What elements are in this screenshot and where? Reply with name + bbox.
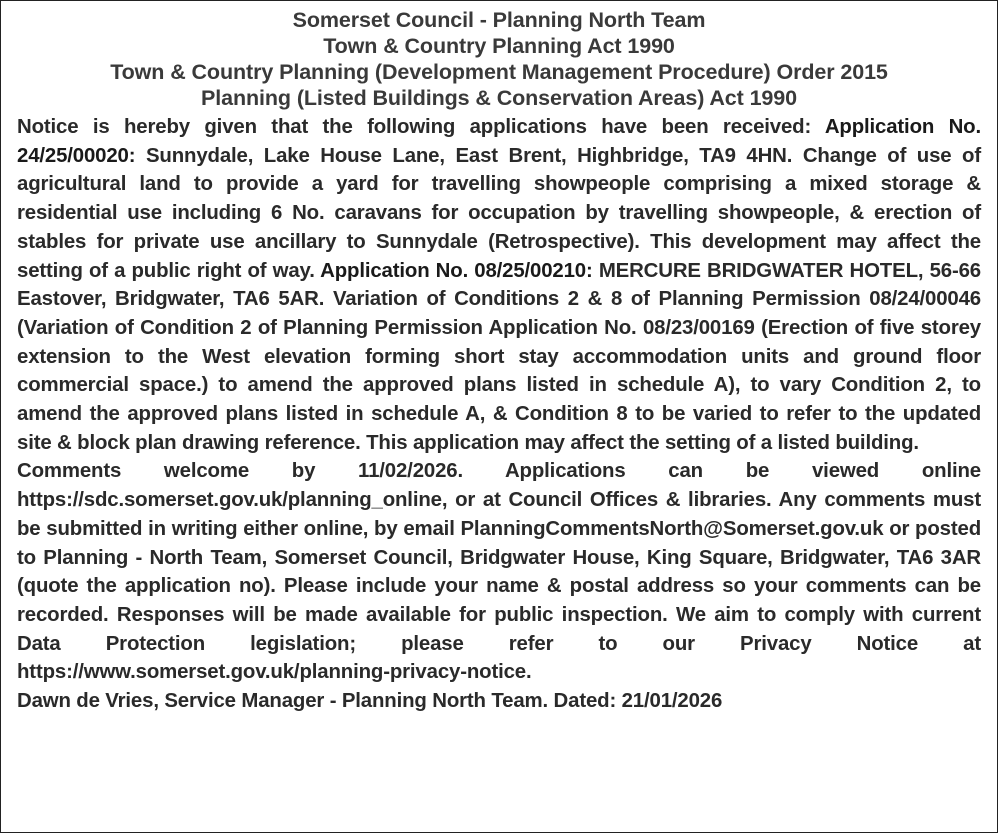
notice-signature: Dawn de Vries, Service Manager - Planning North Team. Dated: 21/01/2026 <box>17 690 723 713</box>
application-2-text: MERCURE BRIDGWATER HOTEL, 56-66 Eastover, Bridgwater, TA6 5AR. Variation of Conditions 2 & 8 of Planning Permission 08/24/00046 (Variation of Condition 2 of Planning Permission Application No. 08/23/00169 (Erection of five storey extension to the West elevation forming short stay accommodation units and ground floor commercial space.) to amend the approved plans listed in schedule A), to vary Condition 2, to amend the approved plans listed in schedule A, & Condition 8 to be varied to refer to the updated site & block plan drawing reference. This application may affect the setting of a listed building. <box>17 259 981 454</box>
notice-heading-order-2015: Town & Country Planning (Development Management Procedure) Order 2015 <box>110 60 888 84</box>
notice-heading-listed-buildings-act: Planning (Listed Buildings & Conservation Areas) Act 1990 <box>200 86 798 110</box>
notice-intro <box>17 113 981 457</box>
application-2-ref: Application No. 08/25/00210: <box>320 259 593 282</box>
notice-heading-act-1990: Town & Country Planning Act 1990 <box>323 34 675 58</box>
notice-comments: Comments welcome by 11/02/2026. Applications can be viewed online https://sdc.somerset.gov.uk/planning_online, or at Council Offices & libraries. Any comments must be submitted in writing either online, by email PlanningCommentsNorth@Somerset.gov.uk or posted to Planning - North Team, Somerset Council, Bridgwater House, King Square, Bridgwater, TA6 3AR (quote the application no). Please include your name & postal address so your comments can be recorded. Responses will be made available for public inspection. We aim to comply with current Data Protection legislation; please refer to our Privacy Notice at https://www.somerset.gov.uk/planning-privacy-notice. <box>17 460 981 684</box>
notice-intro-text: Notice is hereby given that the following applications have been received: <box>17 116 812 138</box>
notice-heading-block <box>17 7 981 111</box>
application-1-text: Sunnydale, Lake House Lane, East Brent, Highbridge, TA9 4HN. Change of use of agricultural land to provide a yard for travelling showpeople comprising a mixed storage & residential use including 6 No. caravans for occupation by travelling showpeople, & erection of stables for private use ancillary to Sunnydale (Retrospective). This development may affect the setting of a public right of way. <box>17 144 981 282</box>
application-1-ref: Application No. 24/25/00020: <box>17 116 981 167</box>
notice-heading-council: Somerset Council - Planning North Team <box>292 8 706 32</box>
